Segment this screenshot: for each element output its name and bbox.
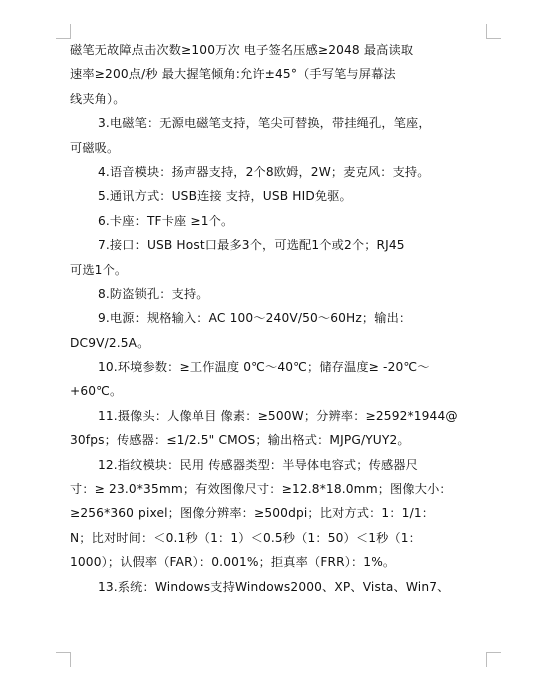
text-line: +60℃。 [70,384,123,399]
text-line: 6.卡座：TF卡座 ≥1个。 [98,213,234,228]
crop-mark-bottom-right [486,652,501,667]
text-line: 寸：≥ 23.0*35mm；有效图像尺寸：≥12.8*18.0mm；图像大小： [70,482,452,497]
text-line: 5.通讯方式：USB连接 支持，USB HID免驱。 [98,189,352,204]
text-line: 10.环境参数：≥工作温度 0℃～40℃；储存温度≥ -20℃～ [98,360,430,375]
text-line: 11.摄像头：人像单目 像素：≥500W；分辨率：≥2592*1944@ [98,408,458,423]
text-line: N；比对时间：＜0.1秒（1：1）＜0.5秒（1：50）＜1秒（1： [70,530,422,545]
text-line: ≥256*360 pixel；图像分辨率：≥500dpi；比对方式：1：1/1： [70,506,435,521]
text-line: 9.电源：规格输入：AC 100～240V/50～60Hz；输出： [98,311,412,326]
text-line: 速率≥200点/秒 最大握笔倾角:允许±45°（手写笔与屏幕法 [70,67,396,82]
crop-mark-top-left [56,24,71,39]
text-line: 可磁吸。 [70,140,120,155]
text-line: 8.防盗锁孔：支持。 [98,286,209,301]
text-line: DC9V/2.5A。 [70,335,150,350]
text-line: 7.接口：USB Host口最多3个，可选配1个或2个；RJ45 [98,238,405,253]
document-body [70,38,486,599]
text-line: 线夹角）。 [70,91,126,106]
text-line: 4.语音模块：扬声器支持，2个8欧姆，2W；麦克风：支持。 [98,164,430,179]
text-line: 30fps；传感器：≤1/2.5" CMOS；输出格式：MJPG/YUY2。 [70,433,410,448]
text-line: 1000）；认假率（FAR）：0.001%；拒真率（FRR）：1%。 [70,555,396,570]
text-line: 12.指纹模块：民用 传感器类型：半导体电容式；传感器尺 [98,457,418,472]
text-line: 可选1个。 [70,262,128,277]
text-line: 13.系统：Windows支持Windows2000、XP、Vista、Win7、 [98,579,450,594]
text-line: 磁笔无故障点击次数≥100万次 电子签名压感≥2048 最高读取 [70,43,414,57]
text-line: 3.电磁笔：无源电磁笔支持，笔尖可替换，带挂绳孔，笔座， [98,116,431,131]
crop-mark-bottom-left [56,652,71,667]
crop-mark-top-right [486,24,501,39]
